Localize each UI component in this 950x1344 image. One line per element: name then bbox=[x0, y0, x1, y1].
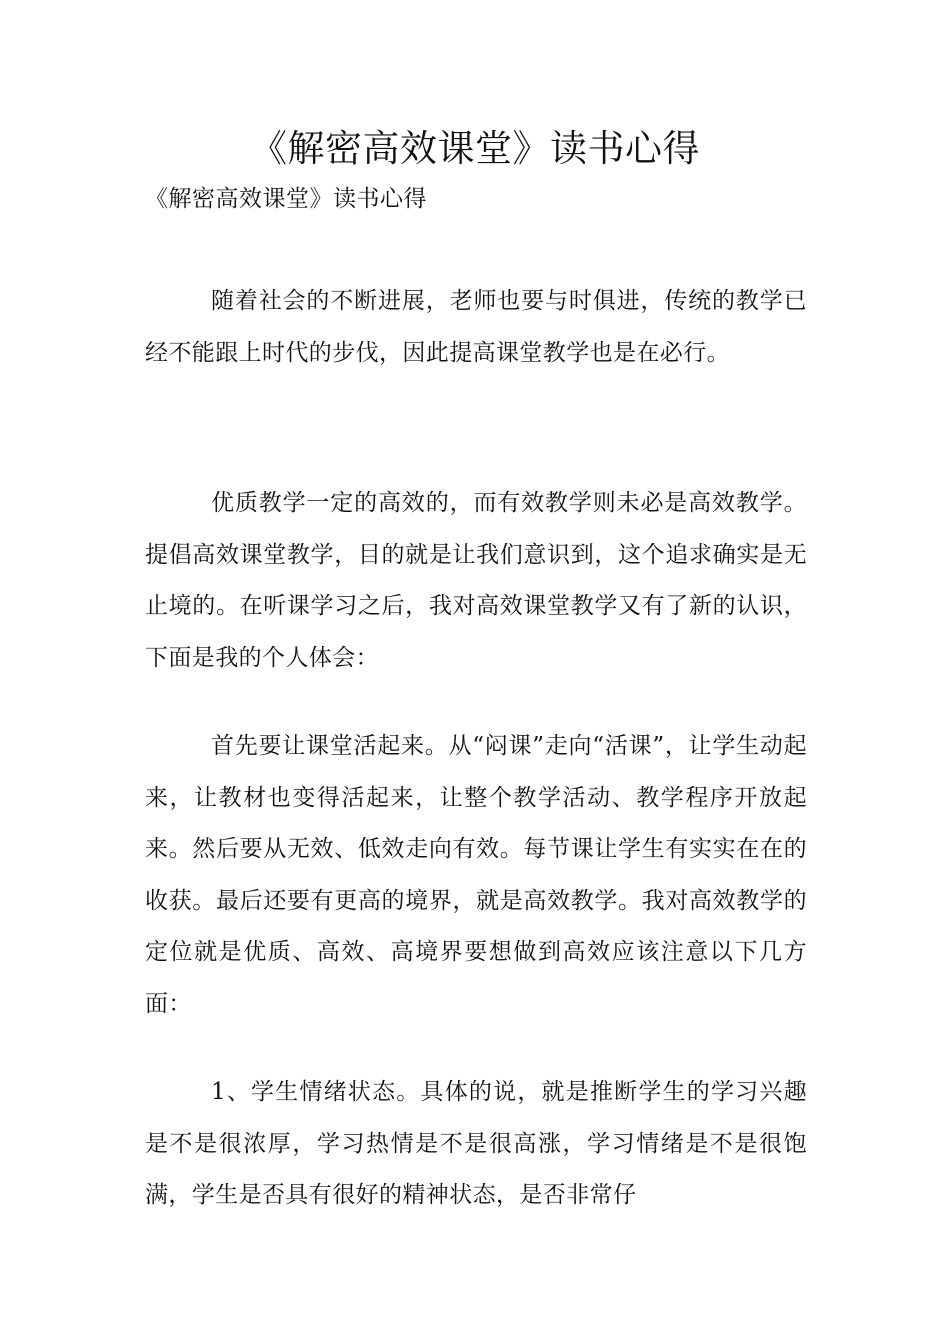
paragraph-3: 首先要让课堂活起来。从“闷课”走向“活课”，让学生动起来，让教材也变得活起来，让整个教学活动、教学程序开放起来。然后要从无效、低效走向有效。每节课让学生有实实在在的收获。最后还要有更高的境界，就是高效教学。我对高效教学的定位就是优质、高效、高境界要想做到高效应该注意以下几方面： bbox=[145, 733, 807, 1017]
document-subtitle: 《解密高效课堂》读书心得 bbox=[145, 186, 427, 212]
paragraph-1: 随着社会的不断进展，老师也要与时俱进，传统的教学已经不能跟上时代的步伐，因此提高课堂教学也是在必行。 bbox=[145, 288, 807, 366]
paragraph-2: 优质教学一定的高效的，而有效教学则未必是高效教学。提倡高效课堂教学，目的就是让我们意识到，这个追求确实是无止境的。在听课学习之后，我对高效课堂教学又有了新的认识，下面是我的个人体会： bbox=[145, 490, 807, 671]
document-title: 《解密高效课堂》读书心得 bbox=[250, 127, 700, 170]
paragraph-4: 1、学生情绪状态。具体的说，就是推断学生的学习兴趣是不是很浓厚，学习热情是不是很高涨，学习情绪是不是很饱满，学生是否具有很好的精神状态，是否非常仔 bbox=[145, 1079, 807, 1208]
